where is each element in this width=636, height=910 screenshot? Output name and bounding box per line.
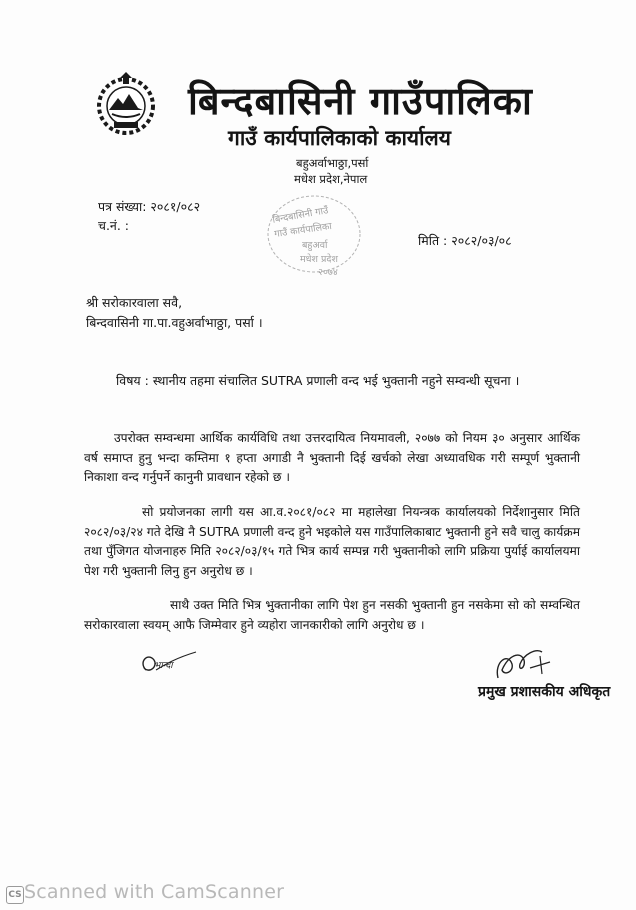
address-line-2: मधेश प्रदेश,नेपाल [294,172,368,186]
stamp-line-4: मधेश प्रदेश [300,254,338,265]
watermark-text: Scanned with CamScanner [24,881,285,903]
municipality-title: बिन्दबासिनी गाउँपालिका [188,79,533,123]
paragraph-2: सो प्रयोजनका लागी यस आ.व.२०८१/०८२ मा महालेखा नियन्त्रक कार्यालयको निर्देशानुसार मिति २०८२/०३/२४ गते देखि नै SUTRA प्रणाली वन्द हुने भइकोले यस गाउँपालिकाबाट भुक्तानी हुने सवै चालु कार्यक्रम तथा पुँजिगत योजनाहरु मिति २०८२/०३/१५ गते भित्र कार्य सम्पन्न गरी भुक्तानीको लागि प्रक्रिया पुर्याई कार्यालयमा पेश गरी भुक्तानी लिनु हुन अनुरोध छ । [84,505,580,578]
office-stamp [262,190,372,280]
dispatch-number: च.नं. : [98,218,130,233]
municipality-emblem-icon [92,70,160,138]
scanner-watermark [0,878,636,910]
address-line-1: बहुअर्वाभाठ्ठा,पर्सा [296,156,369,170]
letter-number: पत्र संख्या: २०८१/०८२ [98,199,201,214]
stamp-line-5: २०७४ [318,267,338,278]
recipient-line-2: बिन्दवासिनी गा.पा.वहुअर्वाभाठ्ठा, पर्सा । [86,315,263,330]
stamp-line-2: गाउँ कार्यपालिका [273,221,333,240]
paragraph-1: उपरोक्त सम्वन्धमा आर्थिक कार्यविधि तथा उत्तरदायित्व नियमावली, २०७७ को नियम ३० अनुसार आर्थिक वर्ष समाप्त हुनु भन्दा कम्तिमा १ हप्ता अगाडी नै भुक्तानी दिई खर्चको लेखा अध्यावधिक गरी सम्पूर्ण भुक्तानी निकाशा वन्द गर्नुपर्ने कानुनी प्रावधान रहेको छ । [84,431,580,484]
stamp-line-3: बहुअर्वा [302,240,328,251]
recipient-line-1: श्री सरोकारवाला सवै, [86,295,183,310]
office-subtitle: गाउँ कार्यपालिकाको कार्यालय [228,126,451,150]
paragraph-3: साथै उक्त मिति भित्र भुक्तानीका लागि पेश हुन नसकी भुक्तानी हुन नसकेमा सो को सम्वन्धित सरोकारवाला स्वयम् आफै जिम्मेवार हुने व्यहोरा जानकारीको लागि अनुरोध छ । [84,598,580,632]
camscanner-logo-icon: CS [6,886,24,904]
subject-line: विषय : स्थानीय तहमा संचालित SUTRA प्रणाली वन्द भई भुक्तानी नहुने सम्वन्धी सूचना । [116,373,520,388]
stamp-line-1: बिन्दबासिनी गाउँ [271,205,330,226]
letter-date: मिति : २०८२/०३/०८ [418,233,512,248]
left-signature [136,648,206,678]
left-signature-text: भान्दा [154,661,173,671]
officer-designation: प्रमुख प्रशासकीय अधिकृत [478,684,611,700]
